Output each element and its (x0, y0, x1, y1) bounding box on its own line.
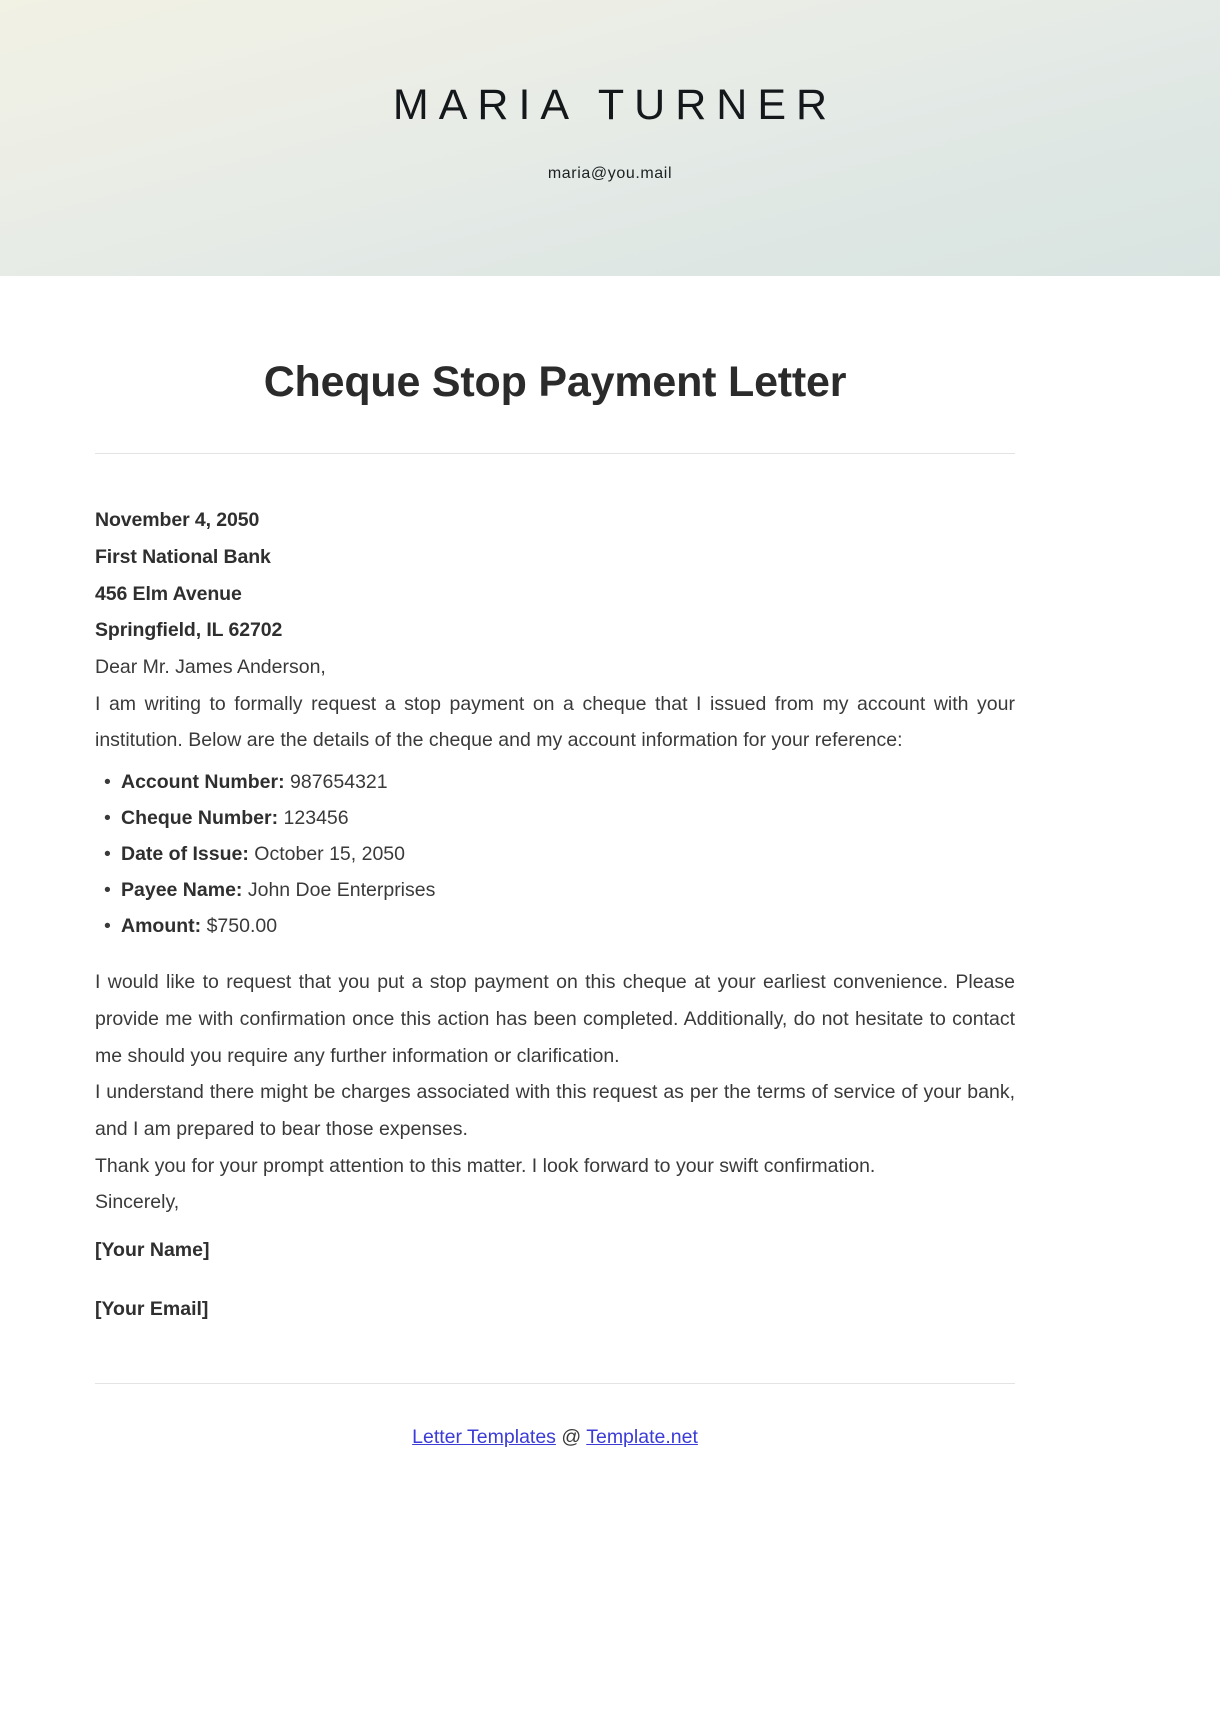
template-net-link[interactable]: Template.net (586, 1426, 698, 1449)
letter-content (95, 502, 1015, 1327)
closing-line: Sincerely, (95, 1191, 180, 1214)
list-item (95, 765, 1015, 801)
letterhead-banner (0, 0, 1220, 276)
recipient-organization: First National Bank (95, 546, 271, 569)
paragraph-spacer (95, 944, 1015, 964)
title-divider (95, 453, 1015, 454)
signature-email-field: [Your Email] (95, 1297, 209, 1320)
list-item (95, 909, 1015, 945)
thanks-paragraph: Thank you for your prompt attention to this matter. I look forward to your swift confirmation. (95, 1154, 876, 1177)
bullet-icon: • (104, 771, 111, 794)
detail-value: 123456 (283, 806, 349, 829)
bullet-icon: • (104, 842, 111, 865)
detail-label: Date of Issue: (121, 842, 249, 865)
detail-label: Cheque Number: (121, 806, 279, 829)
recipient-street: 456 Elm Avenue (95, 582, 242, 605)
letter-date: November 4, 2050 (95, 509, 260, 532)
detail-value: $750.00 (206, 914, 278, 937)
letterhead-email: maria@you.mail (547, 165, 673, 182)
charges-paragraph: I understand there might be charges associated with this request as per the terms of service of your bank, and I am prepared to bear those expenses. (95, 1081, 1015, 1141)
detail-value: 987654321 (290, 771, 388, 794)
signature-name-field: [Your Name] (95, 1239, 210, 1261)
detail-value: John Doe Enterprises (247, 878, 436, 901)
list-item (95, 873, 1015, 909)
detail-value: October 15, 2050 (254, 842, 405, 865)
recipient-city-state-zip: Springfield, IL 62702 (95, 619, 283, 642)
footer (95, 1424, 1015, 1451)
list-item (95, 801, 1015, 837)
footer-divider (95, 1383, 1015, 1384)
bullet-icon: • (104, 806, 111, 829)
bullet-icon: • (104, 914, 111, 937)
letterhead-name: MARIA TURNER (392, 81, 838, 129)
list-item (95, 837, 1015, 873)
cheque-details-list (95, 765, 1015, 944)
intro-paragraph: I am writing to formally request a stop payment on a cheque that I issued from my account with your institution. Below are the details of the cheque and my account information for your reference: (95, 692, 1015, 752)
detail-label: Payee Name: (121, 878, 243, 901)
footer-separator: @ (555, 1426, 587, 1449)
letter-templates-link[interactable]: Letter Templates (412, 1426, 556, 1449)
detail-label: Amount: (121, 914, 202, 937)
page-title: Cheque Stop Payment Letter (263, 358, 847, 406)
document-body (95, 276, 1015, 1452)
salutation: Dear Mr. James Anderson, (95, 656, 326, 679)
detail-label: Account Number: (121, 771, 285, 794)
request-paragraph: I would like to request that you put a stop payment on this cheque at your earliest convenience. Please provide me with confirmation once this action has been completed. Additionally, do not hesitate to contact me should you require any further information or clarification. (95, 971, 1015, 1067)
bullet-icon: • (104, 878, 111, 901)
